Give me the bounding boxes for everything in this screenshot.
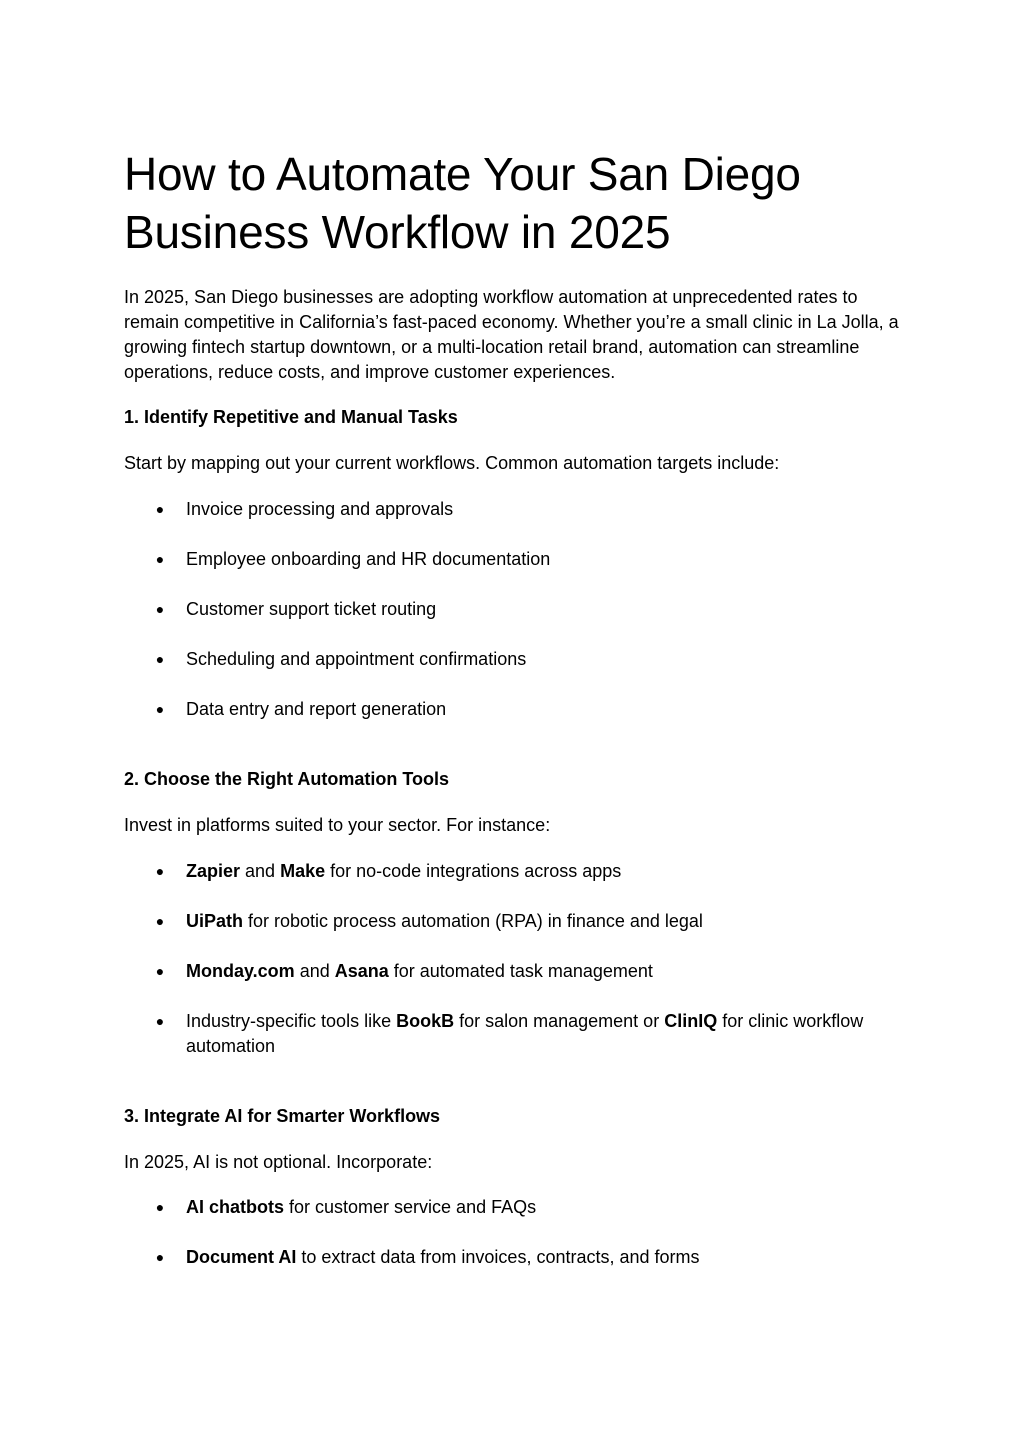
- list-item-text-part: for customer service and FAQs: [284, 1197, 537, 1217]
- list-item-text-part: for clinic workflow automation: [186, 1011, 864, 1056]
- page-title: [124, 145, 924, 261]
- list-item-text: Data entry and report generation: [186, 699, 447, 719]
- list-item: [150, 497, 910, 522]
- tool-name: Zapier: [186, 861, 241, 881]
- list-item-text-part: for salon management or: [454, 1011, 665, 1031]
- list-item-text: [186, 859, 910, 884]
- list-item-text-part: for no-code integrations across apps: [325, 861, 622, 881]
- list-item: [150, 1245, 910, 1270]
- list-item-text-part: and: [240, 861, 281, 881]
- bullet-icon: ●: [155, 501, 165, 517]
- title-line-2: Business Workflow in 2025: [124, 206, 671, 258]
- bullet-icon: ●: [155, 913, 165, 929]
- tool-name: UiPath: [186, 911, 244, 931]
- list-item-text: [186, 909, 910, 934]
- title-line-1: How to Automate Your San Diego: [124, 148, 801, 200]
- section-3-lead: In 2025, AI is not optional. Incorporate:: [124, 1152, 433, 1172]
- list-item-text-part: Industry-specific tools like: [186, 1011, 397, 1031]
- list-item-text: Scheduling and appointment confirmations: [186, 649, 527, 669]
- section-1-heading: 1. Identify Repetitive and Manual Tasks: [124, 407, 458, 427]
- list-item-text: [186, 1009, 910, 1059]
- list-item-text-part: for automated task management: [388, 961, 653, 981]
- tool-name: BookB: [396, 1011, 455, 1031]
- bullet-icon: ●: [155, 551, 165, 567]
- bullet-icon: ●: [155, 1199, 165, 1215]
- bullet-icon: ●: [155, 1013, 165, 1029]
- list-item-text: [186, 1195, 910, 1220]
- bullet-icon: ●: [155, 701, 165, 717]
- list-item: [150, 597, 910, 622]
- section-3-heading: 3. Integrate AI for Smarter Workflows: [124, 1106, 441, 1126]
- bullet-icon: ●: [155, 863, 165, 879]
- list-item-text-part: to extract data from invoices, contracts, and forms: [296, 1247, 700, 1267]
- list-item: [150, 859, 910, 884]
- bullet-icon: ●: [155, 601, 165, 617]
- section-2-heading: 2. Choose the Right Automation Tools: [124, 769, 449, 789]
- list-item: [150, 697, 910, 722]
- list-item-text: Customer support ticket routing: [186, 599, 437, 619]
- tool-name: ClinIQ: [664, 1011, 718, 1031]
- list-item-text-part: and: [294, 961, 335, 981]
- list-item-text: [186, 959, 910, 984]
- list-item-text-part: for robotic process automation (RPA) in finance and legal: [243, 911, 703, 931]
- list-item-text: Invoice processing and approvals: [186, 499, 454, 519]
- list-item: [150, 909, 910, 934]
- intro-paragraph: In 2025, San Diego businesses are adopting workflow automation at unprecedented rates to remain competitive in California’s fast-paced economy. Whether you’re a small clinic in La Jolla, a growing fintech startup downtown, or a multi-location retail brand, automation can streamline operations, reduce costs, and improve customer experiences.: [124, 287, 899, 382]
- feature-name: Document AI: [186, 1247, 297, 1267]
- list-item: [150, 647, 910, 672]
- section-2-lead: Invest in platforms suited to your sector. For instance:: [124, 815, 551, 835]
- bullet-icon: ●: [155, 1249, 165, 1265]
- section-1-lead: Start by mapping out your current workflows. Common automation targets include:: [124, 453, 780, 473]
- bullet-icon: ●: [155, 651, 165, 667]
- list-item: [150, 1009, 910, 1059]
- list-item: [150, 1195, 910, 1220]
- tool-name: Make: [280, 861, 326, 881]
- list-item: [150, 959, 910, 984]
- feature-name: AI chatbots: [186, 1197, 285, 1217]
- tool-name: Monday.com: [186, 961, 295, 981]
- list-item: [150, 547, 910, 572]
- bullet-icon: ●: [155, 963, 165, 979]
- list-item-text: Employee onboarding and HR documentation: [186, 549, 551, 569]
- list-item-text: [186, 1245, 910, 1270]
- tool-name: Asana: [334, 961, 389, 981]
